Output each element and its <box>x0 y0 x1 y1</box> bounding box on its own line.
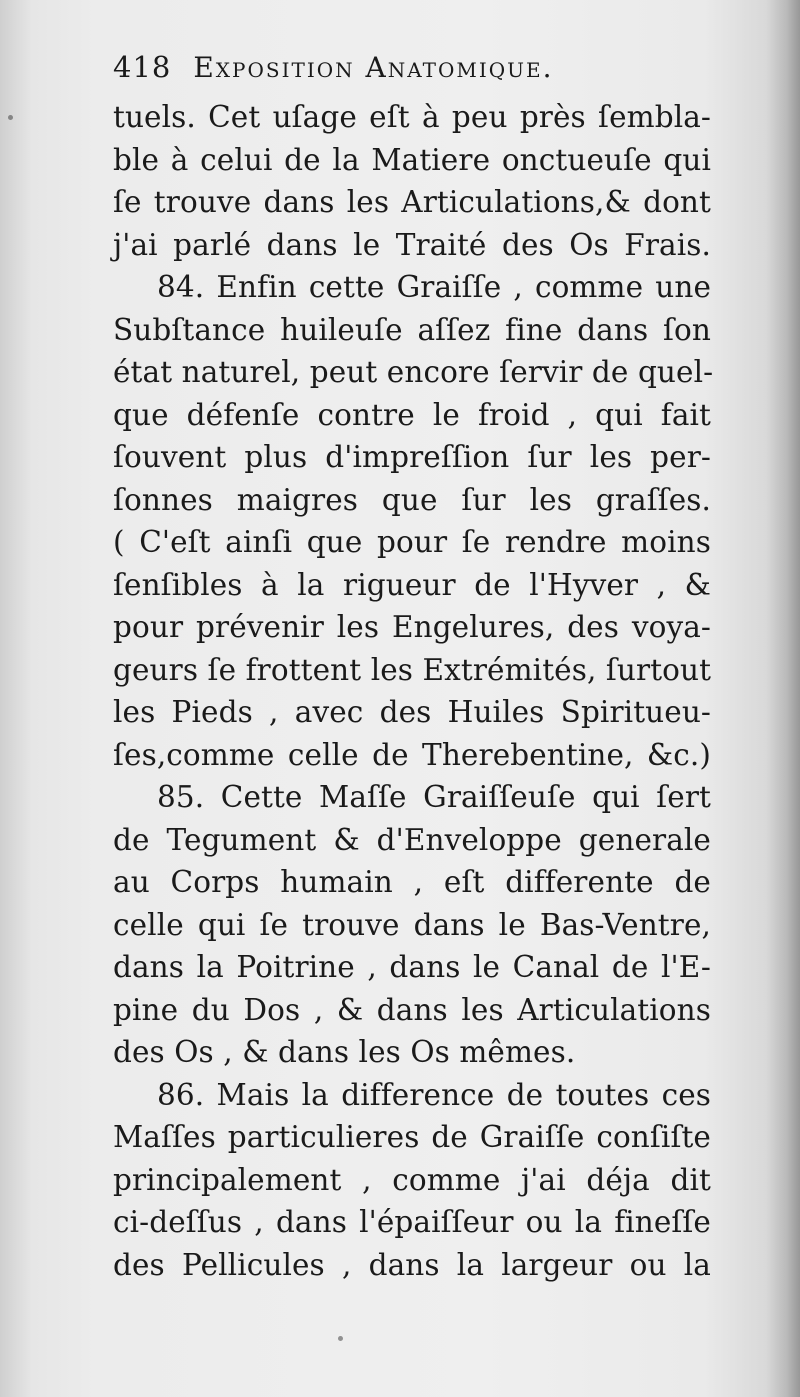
ink-speck <box>8 115 13 120</box>
text-line: pour prévenir les Engelures, des voya- <box>113 610 711 644</box>
text-line: ci-deſſus , dans l'épaiſſeur ou la fineſſe <box>113 1205 711 1239</box>
text-line: dans la Poitrine , dans le Canal de l'E- <box>113 950 711 984</box>
text-line: des Pellicules , dans la largeur ou la <box>113 1247 711 1282</box>
text-line: que défenſe contre le froid , qui fait <box>113 397 711 432</box>
text-line: des Os , & dans les Os mêmes. <box>113 1035 576 1069</box>
text-line: état naturel, peut encore ſervir de quel- <box>113 355 714 389</box>
text-line: ſes,comme celle de Therebentine, &c.) <box>113 737 711 772</box>
page-text <box>113 50 714 1286</box>
text-line: de Tegument & d'Enveloppe generale <box>113 822 711 857</box>
ink-speck <box>338 1336 343 1341</box>
text-line: pine du Dos , & dans les Articulations <box>113 992 711 1027</box>
text-line: principalement , comme j'ai déja dit <box>113 1162 711 1197</box>
text-line: Maſſes particulieres de Graiſſe conſiſte <box>113 1120 711 1154</box>
paragraph-86-start: 86. Mais la difference de toutes ces <box>157 1077 711 1112</box>
paragraph-85-start: 85. Cette Maſſe Graiſſeuſe qui ſert <box>157 780 711 814</box>
text-line: ſenſibles à la rigueur de l'Hyver , & <box>113 567 711 602</box>
text-line: les Pieds , avec des Huiles Spiritueu- <box>113 695 711 729</box>
text-line: ( C'eſt ainſi que pour ſe rendre moins <box>113 525 711 559</box>
text-line: au Corps humain , eſt differente de <box>113 865 711 899</box>
running-title: Exposition Anatomique. <box>193 51 554 84</box>
text-line: j'ai parlé dans le Traité des Os Frais. <box>113 227 711 262</box>
text-line: celle qui ſe trouve dans le Bas-Ventre, <box>113 907 711 942</box>
text-line: ſouvent plus d'impreſſion ſur les per- <box>113 440 711 474</box>
text-line: ſonnes maigres que ſur les graſſes. <box>113 482 711 517</box>
text-line: geurs ſe frottent les Extrémités, ſurtout <box>113 652 712 687</box>
text-line: tuels. Cet uſage eſt à peu près ſembla- <box>113 100 711 134</box>
page-number: 418 <box>113 50 172 84</box>
running-head <box>113 50 711 96</box>
text-line: Subſtance huileuſe aſſez fine dans ſon <box>113 312 711 347</box>
text-line: ſe trouve dans les Articulations,& dont <box>113 185 711 219</box>
paragraph-84-start: 84. Enfin cette Graiſſe , comme une <box>157 270 711 304</box>
page-edge-shadow <box>766 0 800 1397</box>
text-line: ble à celui de la Matiere onctueuſe qui <box>113 142 711 177</box>
